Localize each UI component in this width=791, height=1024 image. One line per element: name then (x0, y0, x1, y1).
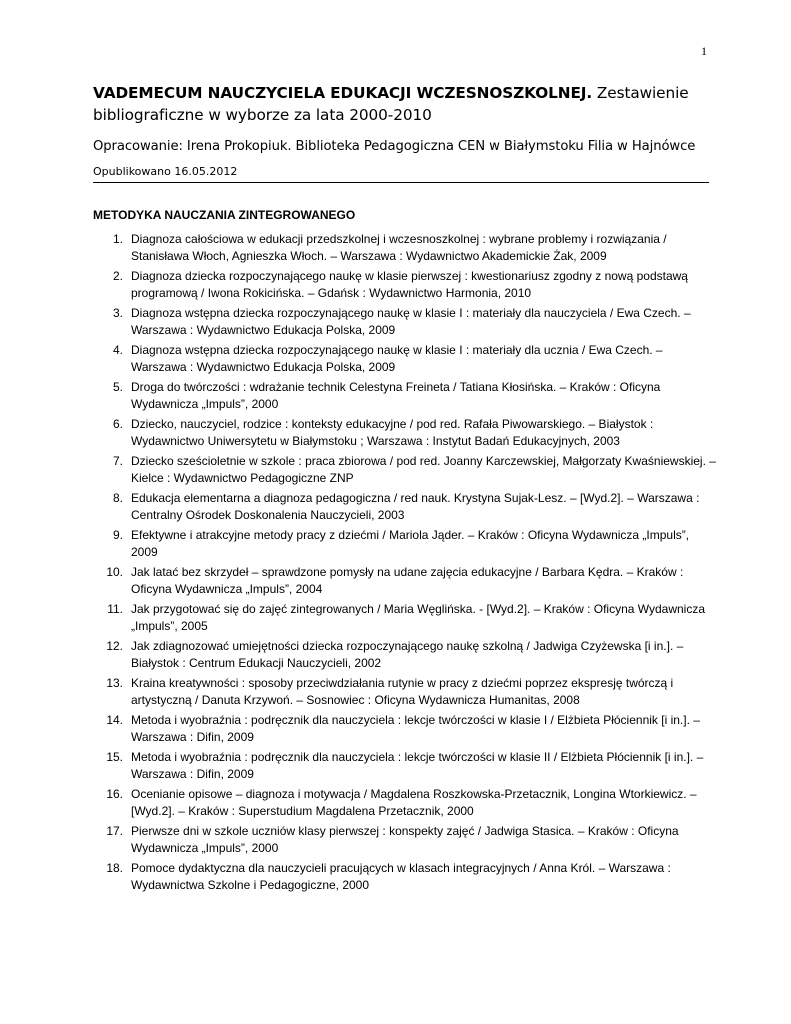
list-item-number: 16. (106, 787, 123, 801)
page-number: 1 (701, 44, 707, 58)
author-line: Opracowanie: Irena Prokopiuk. Biblioteka Pedagogiczna CEN w Białymstoku Filia w Hajnówce (93, 139, 696, 154)
list-item-citation: Jak latać bez skrzydeł – sprawdzone pomysły na udane zajęcia edukacyjne / Barbara Kędra. – Kraków : Oficyna Wydawnicza „Impuls”, 2004 (131, 565, 684, 596)
list-item-number: 4. (112, 343, 123, 357)
list-item-number: 9. (112, 528, 123, 542)
list-item-citation: Edukacja elementarna a diagnoza pedagogiczna / red nauk. Krystyna Sujak-Lesz. – [Wyd.2]. – Warszawa : Centralny Ośrodek Doskonalenia Nauczycieli, 2003 (131, 491, 700, 522)
list-item (93, 453, 718, 490)
list-item-number: 15. (106, 750, 123, 764)
list-item-citation: Dziecko, nauczyciel, rodzice : konteksty edukacyjne / pod red. Rafała Piwowarskiego. – Białystok : Wydawnictwo Uniwersytetu w Białymstoku ; Warszawa : Instytut Badań Edukacyjnych, 2003 (131, 417, 654, 448)
document-header (93, 82, 713, 179)
list-item (93, 786, 718, 823)
list-item (93, 490, 718, 527)
list-item (93, 231, 718, 268)
list-item-citation: Diagnoza wstępna dziecka rozpoczynającego naukę w klasie I : materiały dla ucznia / Ewa Czech. – Warszawa : Wydawnictwo Edukacja Polska, 2009 (131, 343, 663, 374)
list-item-number: 12. (106, 639, 123, 653)
list-item (93, 564, 718, 601)
list-item (93, 712, 718, 749)
list-item-citation: Pomoce dydaktyczna dla nauczycieli pracujących w klasach integracyjnych / Anna Król. – Warszawa : Wydawnictwa Szkolne i Pedagogiczne, 2000 (131, 861, 671, 892)
list-item-citation: Ocenianie opisowe – diagnoza i motywacja / Magdalena Roszkowska-Przetacznik, Longina Wtorkiewicz. – [Wyd.2]. – Kraków : Superstudium Magdalena Przetacznik, 2000 (131, 787, 697, 818)
list-item-number: 10. (106, 565, 123, 579)
list-item-number: 18. (106, 861, 123, 875)
list-item-number: 11. (107, 602, 123, 616)
list-item (93, 823, 718, 860)
list-item-number: 3. (112, 306, 123, 320)
document-title-subtitle: Zestawienie bibliograficzne w wyborze za lata 2000-2010 (93, 84, 689, 124)
list-item-number: 13. (106, 676, 123, 690)
list-item (93, 601, 718, 638)
list-item (93, 416, 718, 453)
header-divider (93, 182, 709, 183)
list-item (93, 305, 718, 342)
list-item-citation: Jak przygotować się do zajęć zintegrowanych / Maria Węglińska. - [Wyd.2]. – Kraków : Oficyna Wydawnicza „Impuls”, 2005 (131, 602, 706, 633)
list-item-number: 7. (112, 454, 123, 468)
list-item-citation: Metoda i wyobraźnia : podręcznik dla nauczyciela : lekcje twórczości w klasie I / Elżbieta Płóciennik [i in.]. – Warszawa : Difin, 2009 (131, 713, 700, 744)
section-heading: METODYKA NAUCZANIA ZINTEGROWANEGO (93, 208, 356, 222)
list-item-citation: Diagnoza wstępna dziecka rozpoczynającego naukę w klasie I : materiały dla nauczyciela / Ewa Czech. – Warszawa : Wydawnictwo Edukacja Polska, 2009 (131, 306, 691, 337)
document-title-main: VADEMECUM NAUCZYCIELA EDUKACJI WCZESNOSZKOLNEJ. (93, 84, 593, 102)
list-item-citation: Diagnoza dziecka rozpoczynającego naukę w klasie pierwszej : kwestionariusz zgodny z nową podstawą programową / Iwona Rokicińska. – Gdańsk : Wydawnictwo Harmonia, 2010 (131, 269, 688, 300)
list-item-citation: Kraina kreatywności : sposoby przeciwdziałania rutynie w pracy z dziećmi poprzez ekspresję twórczą i artystyczną / Danuta Krzywoń. – Sosnowiec : Oficyna Wydawnicza Humanitas, 2008 (131, 676, 674, 707)
list-item-number: 14. (106, 713, 123, 727)
list-item (93, 749, 718, 786)
list-item-number: 2. (112, 269, 123, 283)
list-item-citation: Metoda i wyobraźnia : podręcznik dla nauczyciela : lekcje twórczości w klasie II / Elżbieta Płóciennik [i in.]. – Warszawa : Difin, 2009 (131, 750, 704, 781)
list-item (93, 379, 718, 416)
publication-date: Opublikowano 16.05.2012 (93, 165, 238, 178)
list-item-number: 5. (112, 380, 123, 394)
list-item-citation: Jak zdiagnozować umiejętności dziecka rozpoczynającego naukę szkolną / Jadwiga Czyżewska [i in.]. – Białystok : Centrum Edukacji Nauczycieli, 2002 (131, 639, 684, 670)
list-item (93, 268, 718, 305)
list-item (93, 342, 718, 379)
list-item (93, 638, 718, 675)
bibliography-list (93, 231, 718, 897)
list-item (93, 675, 718, 712)
list-item-number: 6. (112, 417, 123, 431)
list-item-number: 1. (112, 232, 123, 246)
list-item (93, 860, 718, 897)
list-item-citation: Pierwsze dni w szkole uczniów klasy pierwszej : konspekty zajęć / Jadwiga Stasica. – Kraków : Oficyna Wydawnicza „Impuls”, 2000 (131, 824, 679, 855)
list-item-number: 17. (106, 824, 123, 838)
list-item-citation: Dziecko sześcioletnie w szkole : praca zbiorowa / pod red. Joanny Karczewskiej, Małgorzaty Kwaśniewskiej. – Kielce : Wydawnictwo Pedagogiczne ZNP (131, 454, 716, 485)
list-item-citation: Diagnoza całościowa w edukacji przedszkolnej i wczesnoszkolnej : wybrane problemy i rozwiązania / Stanisława Włoch, Agnieszka Włoch. – Warszawa : Wydawnictwo Akademickie Żak, 2009 (131, 232, 667, 263)
list-item-citation: Droga do twórczości : wdrażanie technik Celestyna Freineta / Tatiana Kłosińska. – Kraków : Oficyna Wydawnicza „Impuls”, 2000 (131, 380, 661, 411)
list-item-number: 8. (112, 491, 123, 505)
list-item-citation: Efektywne i atrakcyjne metody pracy z dziećmi / Mariola Jąder. – Kraków : Oficyna Wydawnicza „Impuls”, 2009 (131, 528, 690, 559)
list-item (93, 527, 718, 564)
document-title (93, 82, 713, 126)
